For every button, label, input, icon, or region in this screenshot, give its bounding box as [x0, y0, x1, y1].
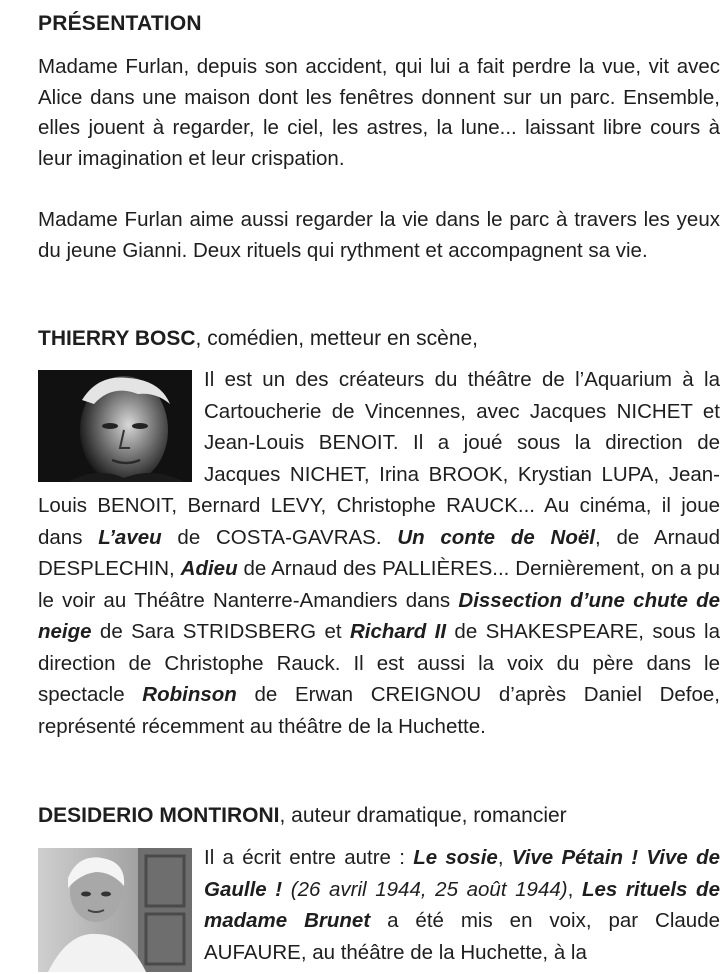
bio-text: ,	[567, 877, 582, 901]
synopsis-paragraph-2: Madame Furlan aime aussi regarder la vie dans le parc à travers les yeux du jeune Gianni. Deux rituels qui rythment et accompagnent sa vie.	[38, 208, 720, 262]
person-role: , auteur dramatique, romancier	[279, 804, 567, 827]
bio-text: de Erwan CREIGNOU d’après Daniel Defoe, représenté récemment au théâtre de la Huchette.	[38, 683, 720, 738]
bio-text: de Sara STRIDSBERG et	[91, 620, 350, 643]
bio-text: de COSTA-GAVRAS.	[161, 525, 398, 549]
portrait-photo-bosc	[38, 370, 192, 482]
bio-text: a été mis en voix, par Claude AUFAURE, au théâtre de la Huchette, à la	[204, 909, 720, 964]
bio-text: Il a écrit entre autre :	[204, 846, 414, 869]
work-title: Le sosie	[413, 846, 498, 869]
bio-text: de Arnaud des PALLIÈRES... Dernièrement, on a pu le voir au Théâtre Nanterre-Amandiers dans	[38, 557, 720, 612]
bio-text: , de Arnaud DESPLECHIN,	[38, 525, 720, 580]
bio-text: de SHAKESPEARE, sous la direction de Christophe Rauck. Il est aussi la voix du père dans le spectacle	[38, 620, 720, 706]
person-heading-bosc	[38, 324, 720, 354]
bio-montironi	[38, 842, 720, 972]
bio-bosc	[38, 364, 720, 742]
work-title: Les rituels de madame Brunet	[204, 877, 720, 932]
work-title: Vive Pétain ! Vive de Gaulle !	[204, 846, 720, 901]
work-title: L’aveu	[98, 525, 162, 549]
work-title: Richard II	[349, 620, 447, 643]
dates: (26 avril 1944, 25 août 1944)	[290, 877, 568, 901]
work-title: Robinson	[142, 683, 237, 706]
bio-text: ,	[497, 846, 512, 869]
bio-text: Il est un des créateurs du théâtre de l’Aquarium à la Cartoucherie de Vincennes, avec Jacques NICHET et Jean-Louis BENOIT. Il a joué sous la direction de Jacques NICHET, Irina BROOK, Krystian LUPA, Jean-Louis BENOIT, Bernard LEVY, Christophe RAUCK... Au cinéma, il joue dans	[38, 368, 720, 549]
work-title: Dissection d’une chute de neige	[38, 588, 720, 643]
work-title: Un conte de Noël	[397, 525, 595, 549]
portrait-photo-montironi	[38, 848, 192, 972]
section-title-presentation: PRÉSENTATION	[38, 12, 202, 35]
synopsis-paragraph-1: Madame Furlan, depuis son accident, qui lui a fait perdre la vue, vit avec Alice dans une maison dont les fenêtres donnent sur un parc. Ensemble, elles jouent à regarder, le ciel, les astres, la lune... laissant libre cours à leur imagination et leur crispation.	[38, 55, 720, 170]
person-role: , comédien, metteur en scène,	[195, 327, 479, 350]
person-name: DESIDERIO MONTIRONI	[38, 804, 280, 827]
work-title: Adieu	[180, 557, 238, 580]
bio-text	[282, 878, 291, 901]
person-heading-montironi	[38, 801, 720, 831]
person-name: THIERRY BOSC	[38, 327, 196, 350]
